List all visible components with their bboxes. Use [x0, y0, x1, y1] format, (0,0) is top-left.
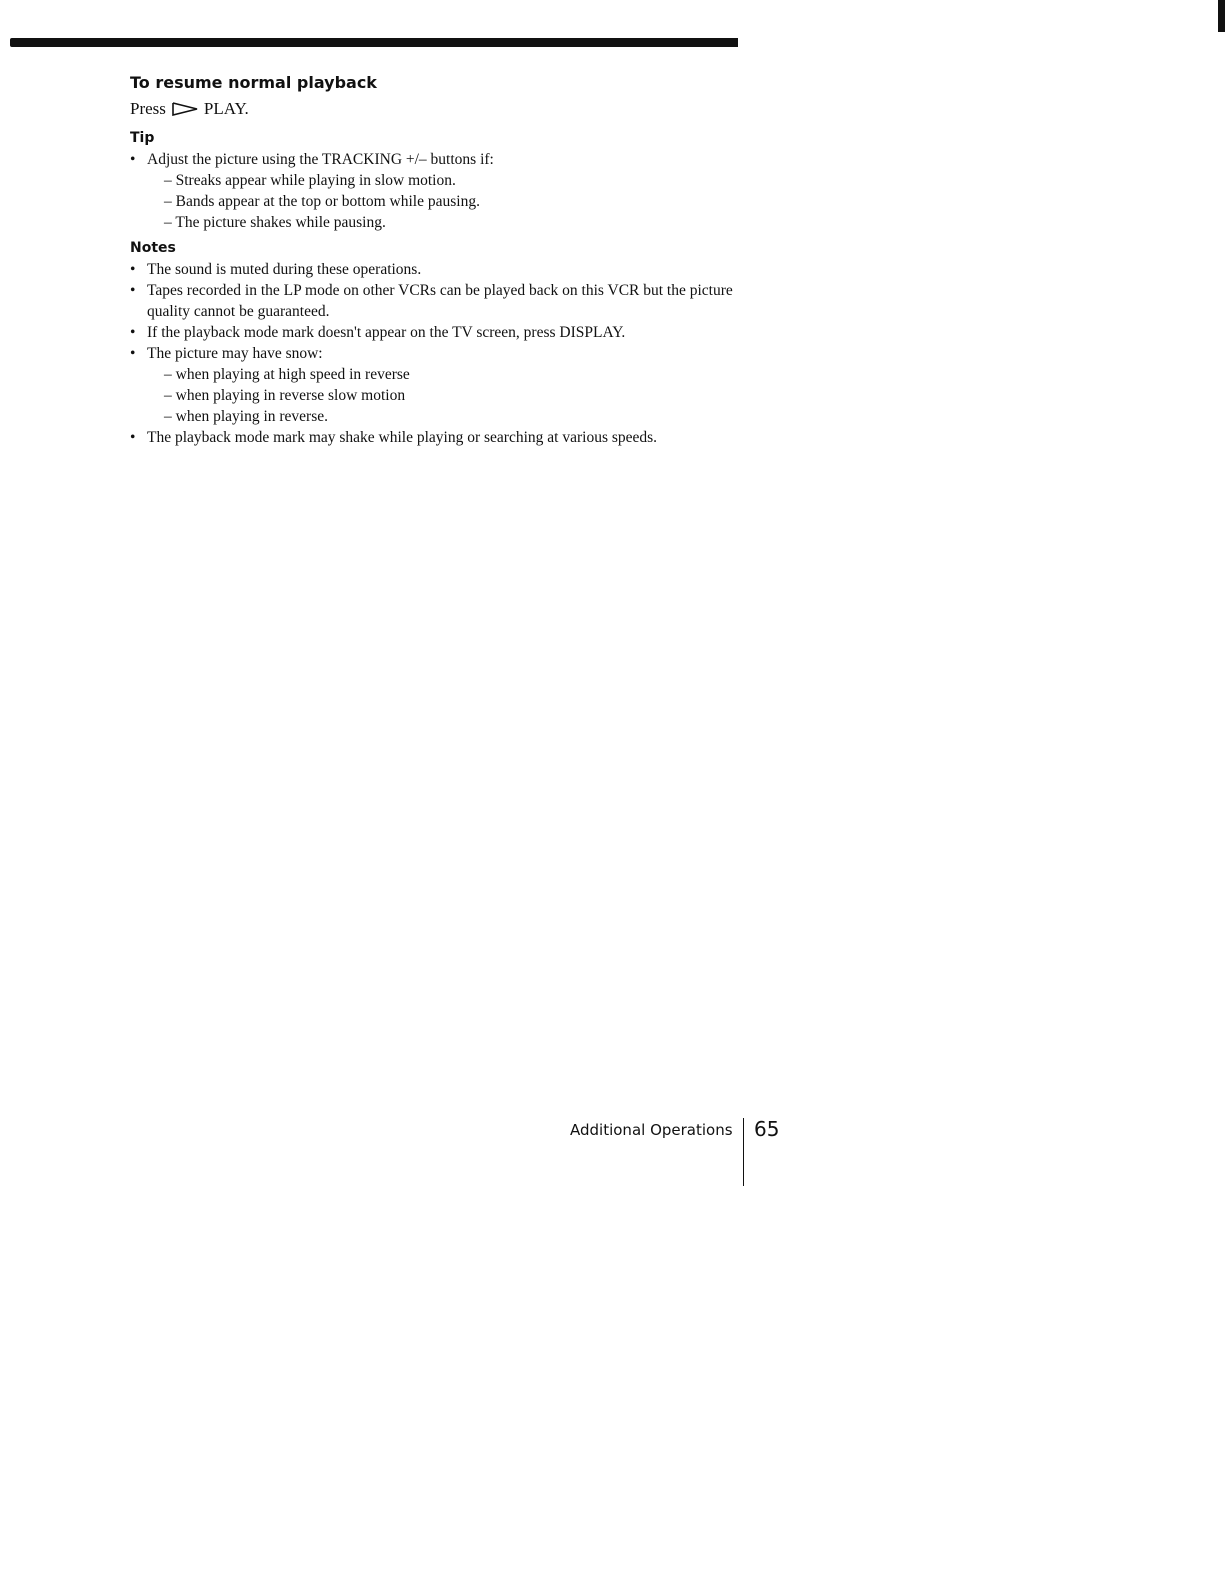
footer-section-title: Additional Operations	[570, 1121, 733, 1139]
list-item	[164, 212, 750, 233]
list-item	[130, 280, 750, 322]
tip-list	[130, 149, 750, 233]
tip-heading: Tip	[130, 130, 155, 146]
note-text: The picture may have snow:	[147, 345, 323, 362]
tip-subitem: Bands appear at the top or bottom while pausing.	[175, 193, 480, 210]
note-text: Tapes recorded in the LP mode on other VCRs can be played back on this VCR but the picture quality cannot be guaranteed.	[147, 282, 733, 320]
list-item	[164, 364, 750, 385]
note-text: If the playback mode mark doesn't appear on the TV screen, press DISPLAY.	[147, 324, 626, 341]
note-subitem: when playing at high speed in reverse	[175, 366, 410, 383]
header-rule	[10, 38, 738, 47]
list-item	[164, 191, 750, 212]
play-icon	[172, 102, 198, 116]
list-item	[130, 259, 750, 280]
list-item	[130, 322, 750, 343]
list-item	[164, 385, 750, 406]
page-edge-mark	[1218, 0, 1225, 32]
note-subitem: when playing in reverse.	[175, 408, 328, 425]
list-item	[130, 343, 750, 427]
press-play-instruction	[130, 98, 750, 119]
tip-subitem: Streaks appear while playing in slow motion.	[175, 172, 456, 189]
list-item	[130, 149, 750, 233]
play-button-label: PLAY.	[203, 99, 249, 118]
notes-list	[130, 259, 750, 448]
tip-sublist	[147, 170, 750, 233]
resume-heading: To resume normal playback	[130, 73, 377, 92]
tip-subitem: The picture shakes while pausing.	[175, 214, 386, 231]
tip-text: Adjust the picture using the TRACKING +/– buttons if:	[147, 151, 494, 168]
note-text: The playback mode mark may shake while playing or searching at various speeds.	[147, 429, 658, 446]
note-sublist	[147, 364, 750, 427]
page-footer	[570, 1118, 780, 1186]
list-item	[164, 170, 750, 191]
notes-heading: Notes	[130, 240, 176, 256]
note-subitem: when playing in reverse slow motion	[175, 387, 406, 404]
list-item	[164, 406, 750, 427]
page-content	[130, 72, 750, 448]
note-text: The sound is muted during these operations.	[147, 261, 422, 278]
list-item	[130, 427, 750, 448]
press-prefix: Press	[130, 99, 166, 118]
page-number: 65	[754, 1117, 780, 1141]
